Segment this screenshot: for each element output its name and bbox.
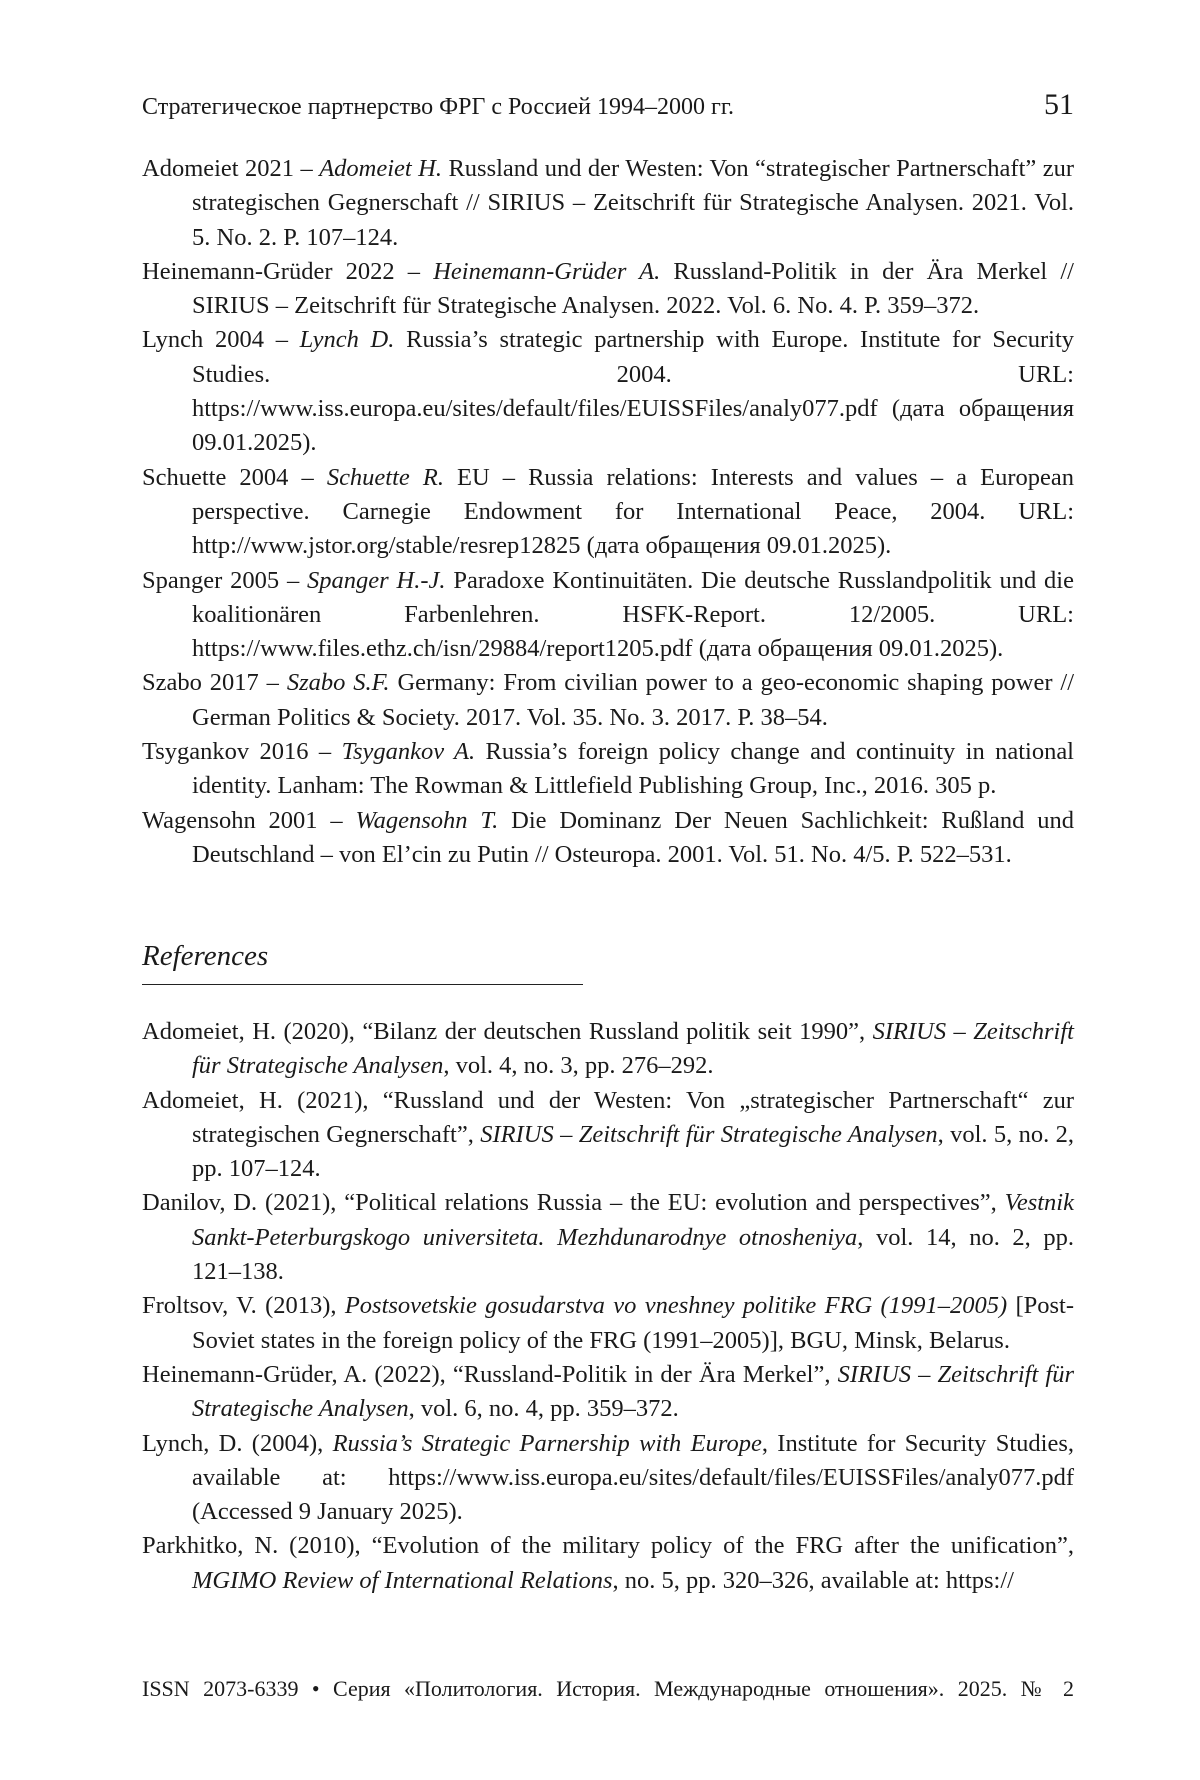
entry-author: Adomeiet 2021 – xyxy=(142,155,320,182)
bibliography-entry xyxy=(142,735,1074,804)
entry-italic: Spanger H.-J. xyxy=(307,566,446,594)
entry-author: Lynch, D. (2004), xyxy=(142,1429,333,1457)
entry-author: Heinemann-Grüder, A. (2022), “Russland-Politik in der Ära Merkel”, xyxy=(142,1360,838,1388)
entry-italic: Szabo S.F. xyxy=(286,669,390,697)
entry-italic: SIRIUS – Zeitschrift für Strategische Analysen xyxy=(192,1018,1074,1080)
entry-author: Froltsov, V. (2013), xyxy=(142,1292,345,1320)
reference-entry xyxy=(142,1015,1074,1084)
entry-text: , vol. 4, no. 3, pp. 276–292. xyxy=(443,1052,714,1080)
entry-text: Paradoxe Kontinuitäten. Die deutsche Russlandpolitik und die koalitionären Farbenlehren. HSFK-Report. 12/2005. URL: https://www.files.ethz.ch/isn/29884/report1205.pdf (дата обращения 09.01.2025). xyxy=(192,566,1074,663)
reference-entry xyxy=(142,1358,1074,1427)
bibliography-list xyxy=(142,152,1074,872)
entry-italic: Russia’s Strategic Parnership with Europe xyxy=(332,1429,762,1457)
references-divider xyxy=(142,984,583,985)
reference-entry xyxy=(142,1289,1074,1358)
bibliography-entry xyxy=(142,461,1074,564)
entry-author: Heinemann-Grüder 2022 – xyxy=(142,257,434,285)
entry-italic: SIRIUS – Zeitschrift für Strategische Analysen xyxy=(192,1360,1074,1423)
entry-author: Szabo 2017 – xyxy=(142,669,287,697)
entry-author: Wagensohn 2001 – xyxy=(142,806,356,834)
entry-text: Russia’s foreign policy change and continuity in national identity. Lanham: The Rowman & Littlefield Publishing Group, Inc., 2016. 305 p. xyxy=(192,738,1074,800)
reference-entry xyxy=(142,1529,1074,1598)
entry-text: Russland und der Westen: Von “strategischer Partnerschaft” zur strategischen Gegnerschaft // SIRIUS – Zeitschrift für Strategische Analysen. 2021. Vol. 5. No. 2. P. 107–124. xyxy=(192,155,1074,251)
entry-italic: Schuette R. xyxy=(326,463,444,491)
entry-author: Parkhitko, N. (2010), “Evolution of the military policy of the FRG after the unification”, xyxy=(142,1532,1074,1560)
bibliography-entry xyxy=(142,255,1074,324)
entry-text: Russland-Politik in der Ära Merkel // SIRIUS – Zeitschrift für Strategische Analysen. 2022. Vol. 6. No. 4. P. 359–372. xyxy=(192,257,1074,320)
journal-footer: ISSN 2073-6339 • Серия «Политология. История. Международные отношения». 2025. № 2 xyxy=(142,1676,1074,1701)
entry-text: , vol. 6, no. 4, pp. 359–372. xyxy=(408,1395,679,1423)
entry-text: Die Dominanz Der Neuen Sachlichkeit: Rußland und Deutschland – von El’cin zu Putin // Osteuropa. 2001. Vol. 51. No. 4/5. P. 522–531. xyxy=(192,806,1074,868)
bibliography-entry xyxy=(142,564,1074,667)
entry-text: , Institute for Security Studies, available at: https://www.iss.europa.eu/sites/default/files/EUISSFiles/analy077.pdf (Accessed 9 January 2025). xyxy=(192,1429,1075,1526)
entry-text: [Post-Soviet states in the foreign policy of the FRG (1991–2005)], BGU, Minsk, Belarus. xyxy=(192,1292,1074,1354)
entry-italic: Adomeiet H. xyxy=(319,155,442,182)
references-heading: References xyxy=(142,940,269,972)
bibliography-entry xyxy=(142,152,1074,255)
entry-text: Russia’s strategic partnership with Europe. Institute for Security Studies. 2004. URL: https://www.iss.europa.eu/sites/default/files/EUISSFiles/analy077.pdf (дата обращения 09.01.2025). xyxy=(192,326,1074,457)
entry-text: Germany: From civilian power to a geo-economic shaping power // German Politics & Society. 2017. Vol. 35. No. 3. 2017. P. 38–54. xyxy=(192,669,1075,731)
bibliography-entry xyxy=(142,323,1074,460)
entry-text: EU – Russia relations: Interests and values – a European perspective. Carnegie Endowment for International Peace, 2004. URL: http://www.jstor.org/stable/resrep12825 (дата обращения 09.01.2025). xyxy=(192,463,1074,560)
bibliography-entry xyxy=(142,666,1074,735)
reference-entry xyxy=(142,1084,1074,1187)
entry-author: Adomeiet, H. (2020), “Bilanz der deutschen Russland politik seit 1990”, xyxy=(142,1018,873,1045)
entry-italic: SIRIUS – Zeitschrift für Strategische Analysen xyxy=(480,1120,938,1148)
entry-text: , no. 5, pp. 320–326, available at: https:// xyxy=(612,1566,1014,1594)
entry-author: Danilov, D. (2021), “Political relations Russia – the EU: evolution and perspectives”, xyxy=(142,1189,1005,1217)
entry-italic: Lynch D. xyxy=(299,326,395,354)
entry-italic: Vestnik Sankt-Peterburgskogo universiteta. Mezhdunarodnye otnosheniya xyxy=(192,1189,1074,1251)
entry-italic: Tsygankov A. xyxy=(341,738,476,766)
entry-author: Adomeiet, H. (2021), “Russland und der Westen: Von „strategischer Partnerschaft“ zur strategischen Gegnerschaft”, xyxy=(142,1086,1074,1148)
entry-text: , vol. 14, no. 2, pp. 121–138. xyxy=(192,1223,1074,1286)
entry-italic: Heinemann-Grüder A. xyxy=(433,257,661,285)
bibliography-entry xyxy=(142,804,1074,873)
references-list xyxy=(142,1015,1074,1598)
entry-author: Schuette 2004 – xyxy=(142,463,327,491)
entry-author: Spanger 2005 – xyxy=(142,566,308,594)
running-header xyxy=(142,88,1074,122)
reference-entry xyxy=(142,1186,1074,1289)
entry-italic: MGIMO Review of International Relations xyxy=(192,1566,613,1594)
entry-author: Tsygankov 2016 – xyxy=(142,738,342,766)
running-title: Стратегическое партнерство ФРГ с Россией 1994–2000 гг. xyxy=(142,94,734,120)
entry-italic: Postsovetskie gosudarstva vo vneshney politike FRG (1991–2005) xyxy=(344,1292,1008,1320)
entry-author: Lynch 2004 – xyxy=(142,326,300,354)
page-number: 51 xyxy=(1044,88,1074,121)
entry-text: , vol. 5, no. 2, pp. 107–124. xyxy=(192,1120,1074,1183)
entry-italic: Wagensohn T. xyxy=(355,806,499,834)
reference-entry xyxy=(142,1427,1074,1530)
